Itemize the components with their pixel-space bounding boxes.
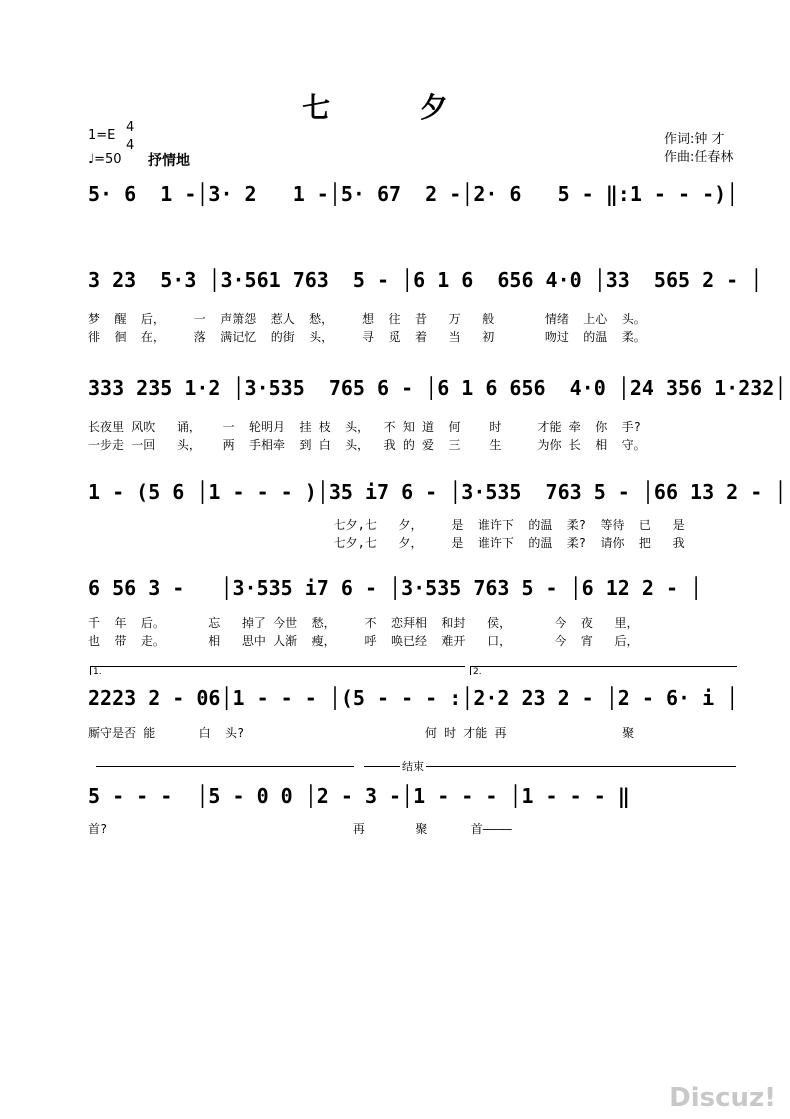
staff-line-1 bbox=[88, 178, 738, 218]
notes-line-7: 5 - - - │5 - 0 0 │2 - 3 -│1 - - - │1 - - - ‖ bbox=[88, 784, 630, 808]
notes-line-2: 3 23 5·3 │3·561 763 5 - │6 1 6 656 4·0 │33 565 2 - │ bbox=[88, 268, 763, 292]
lyrics-line-2-verse-2: 徘 徊 在， 落 满记忆 的街 头， 寻 觅 着 当 初 吻过 的温 柔。 bbox=[88, 330, 646, 344]
song-title: 七 夕 bbox=[302, 91, 488, 124]
lyrics-line-5-verse-2: 也 带 走。 相 思中 人渐 瘦， 呼 唤已经 难开 口， 今 宵 后， bbox=[88, 634, 639, 648]
staff-line-6 bbox=[88, 684, 738, 744]
tie-long-1 bbox=[96, 766, 354, 767]
time-signature-bottom: 4 bbox=[126, 138, 135, 153]
notes-line-4: 1 - (5 6 │1 - - - )│35 i7 6 - │3·535 763 5 - │66 13 2 - │ bbox=[88, 480, 787, 504]
notes-line-5: 6 56 3 - │3·535 i7 6 - │3·535 763 5 - │6 12 2 - │ bbox=[88, 576, 703, 600]
lyrics-line-3-verse-1: 长夜里 风吹 诵， 一 轮明月 挂 枝 头， 不 知 道 何 时 才能 牵 你 手? bbox=[88, 420, 641, 434]
staff-line-2 bbox=[88, 266, 763, 346]
volta-first-label: 1. bbox=[93, 667, 102, 677]
staff-line-7 bbox=[88, 782, 738, 842]
composer-credit: 作曲:任春林 bbox=[664, 150, 734, 165]
lyricist-credit: 作词:钟 才 bbox=[664, 132, 725, 147]
notes-line-6: 2223 2 - 06│1 - - - │(5 - - - :│2·2 23 2 - │2 - 6· i │ bbox=[88, 686, 739, 710]
lyrics-line-4-verse-2: 七夕,七 夕， 是 谁许下 的温 柔? 请你 把 我 bbox=[88, 536, 685, 550]
volta-second-ending bbox=[470, 666, 737, 675]
watermark-logo: Discuz! bbox=[669, 1083, 776, 1113]
lyrics-line-7-verse-1: 首? 再 聚 首———— bbox=[88, 822, 512, 836]
volta-first-ending bbox=[90, 666, 465, 675]
lyrics-line-3-verse-2: 一步走 一回 头， 两 手相牵 到 白 头， 我 的 爱 三 生 为你 长 相 守。 bbox=[88, 438, 646, 452]
lyrics-line-2-verse-1: 梦 醒 后， 一 声箫怨 惹人 愁， 想 往 昔 万 般 情绪 上心 头。 bbox=[88, 312, 646, 326]
notes-line-1: 5· 6 1 -│3· 2 1 -│5· 67 2 -│2· 6 5 - ‖:1 - - -)│ bbox=[88, 182, 739, 206]
lyrics-line-6-verse-1: 厮守是否 能 白 头? 何 时 才能 再 聚 bbox=[88, 726, 635, 740]
time-signature-top: 4 bbox=[126, 120, 135, 135]
staff-line-5 bbox=[88, 574, 738, 654]
staff-line-3 bbox=[88, 374, 787, 454]
lyrics-line-5-verse-1: 千 年 后。 忘 掉了 今世 愁， 不 恋拜相 和封 侯， 今 夜 里， bbox=[88, 616, 639, 630]
key-signature: 1=E bbox=[88, 128, 116, 143]
staff-line-4 bbox=[88, 478, 787, 558]
expression-marking: 抒情地 bbox=[148, 153, 190, 169]
notes-line-3: 333 235 1·2 │3·535 765 6 - │6 1 6 656 4·0 │24 356 1·232│ bbox=[88, 376, 787, 400]
ending-label: 结束 bbox=[402, 760, 424, 773]
tempo-marking: ♩=50 bbox=[88, 152, 122, 167]
lyrics-line-4-verse-1: 七夕,七 夕， 是 谁许下 的温 柔? 等待 已 是 bbox=[88, 518, 685, 532]
volta-second-label: 2. bbox=[473, 667, 482, 677]
